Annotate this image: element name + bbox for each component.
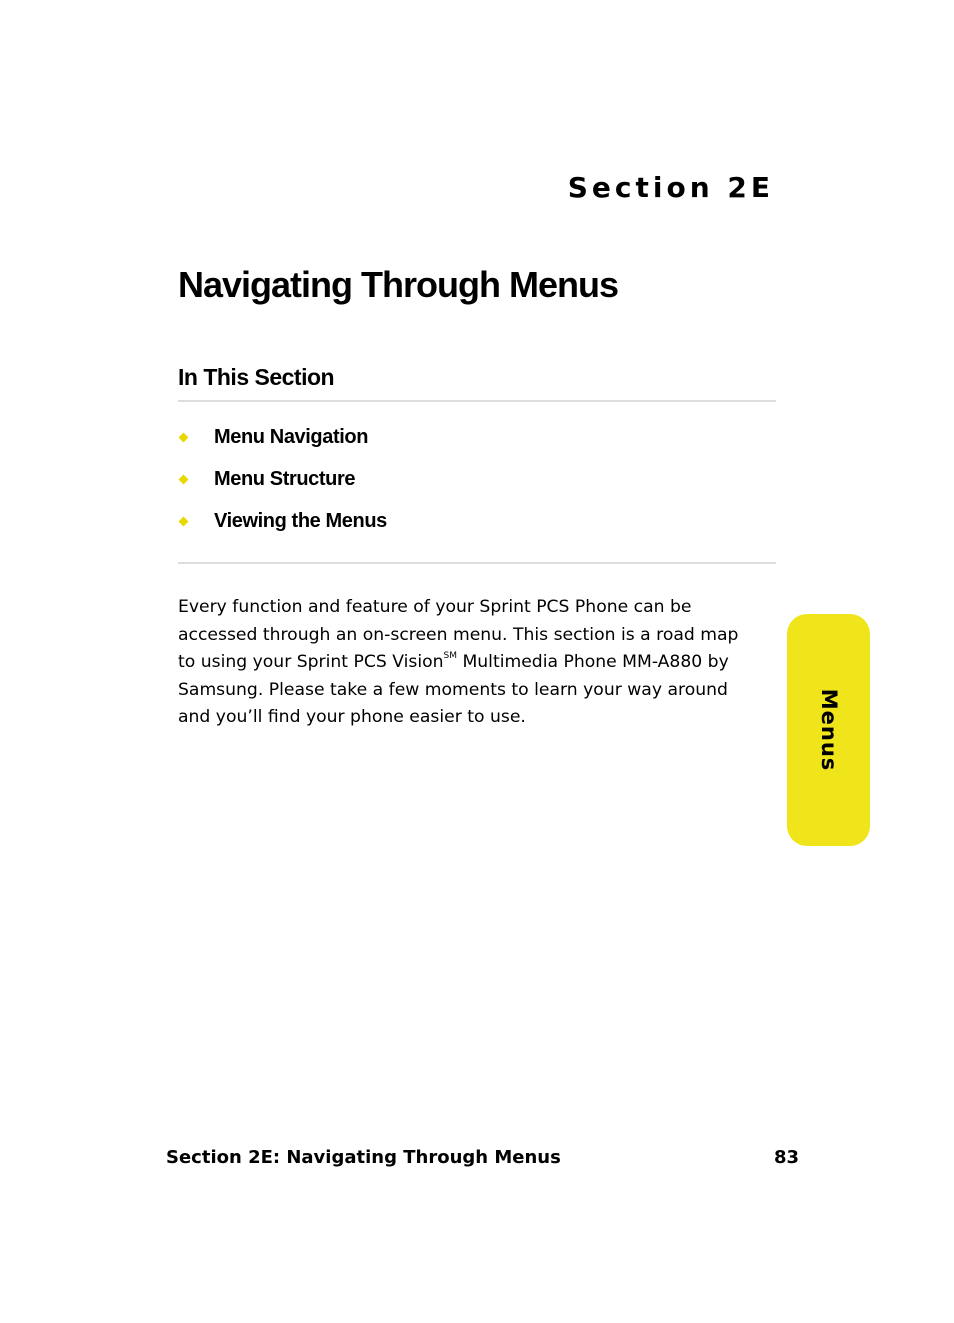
page-title: Navigating Through Menus xyxy=(178,264,618,305)
side-tab-label: Menus xyxy=(816,688,841,772)
diamond-bullet-icon xyxy=(179,517,189,527)
chapter-side-tab xyxy=(787,614,870,846)
top-divider xyxy=(178,400,776,402)
list-item-label: Menu Navigation xyxy=(214,426,369,448)
diamond-bullet-icon xyxy=(179,475,189,485)
in-this-section-heading: In This Section xyxy=(178,364,335,390)
intro-text-part-2: Multimedia Phone MM-A880 by Samsung. Please take a few moments to learn your way around and you’ll find your phone easier to use. xyxy=(178,652,729,727)
list-item-label: Menu Structure xyxy=(214,468,356,490)
bottom-divider xyxy=(178,562,776,564)
list-item-label: Viewing the Menus xyxy=(214,510,387,532)
footer-section-title: Section 2E: Navigating Through Menus xyxy=(166,1147,561,1168)
intro-text-part-1: Every function and feature of your Sprint PCS Phone can be accessed through an on-screen menu. This section is a road map to using your Sprint PCS Vision xyxy=(178,597,739,672)
service-mark-superscript: SM xyxy=(443,651,457,661)
intro-paragraph xyxy=(178,594,748,732)
section-label: Section 2E xyxy=(567,171,774,204)
diamond-bullet-icon xyxy=(179,433,189,443)
page-number: 83 xyxy=(773,1147,799,1168)
